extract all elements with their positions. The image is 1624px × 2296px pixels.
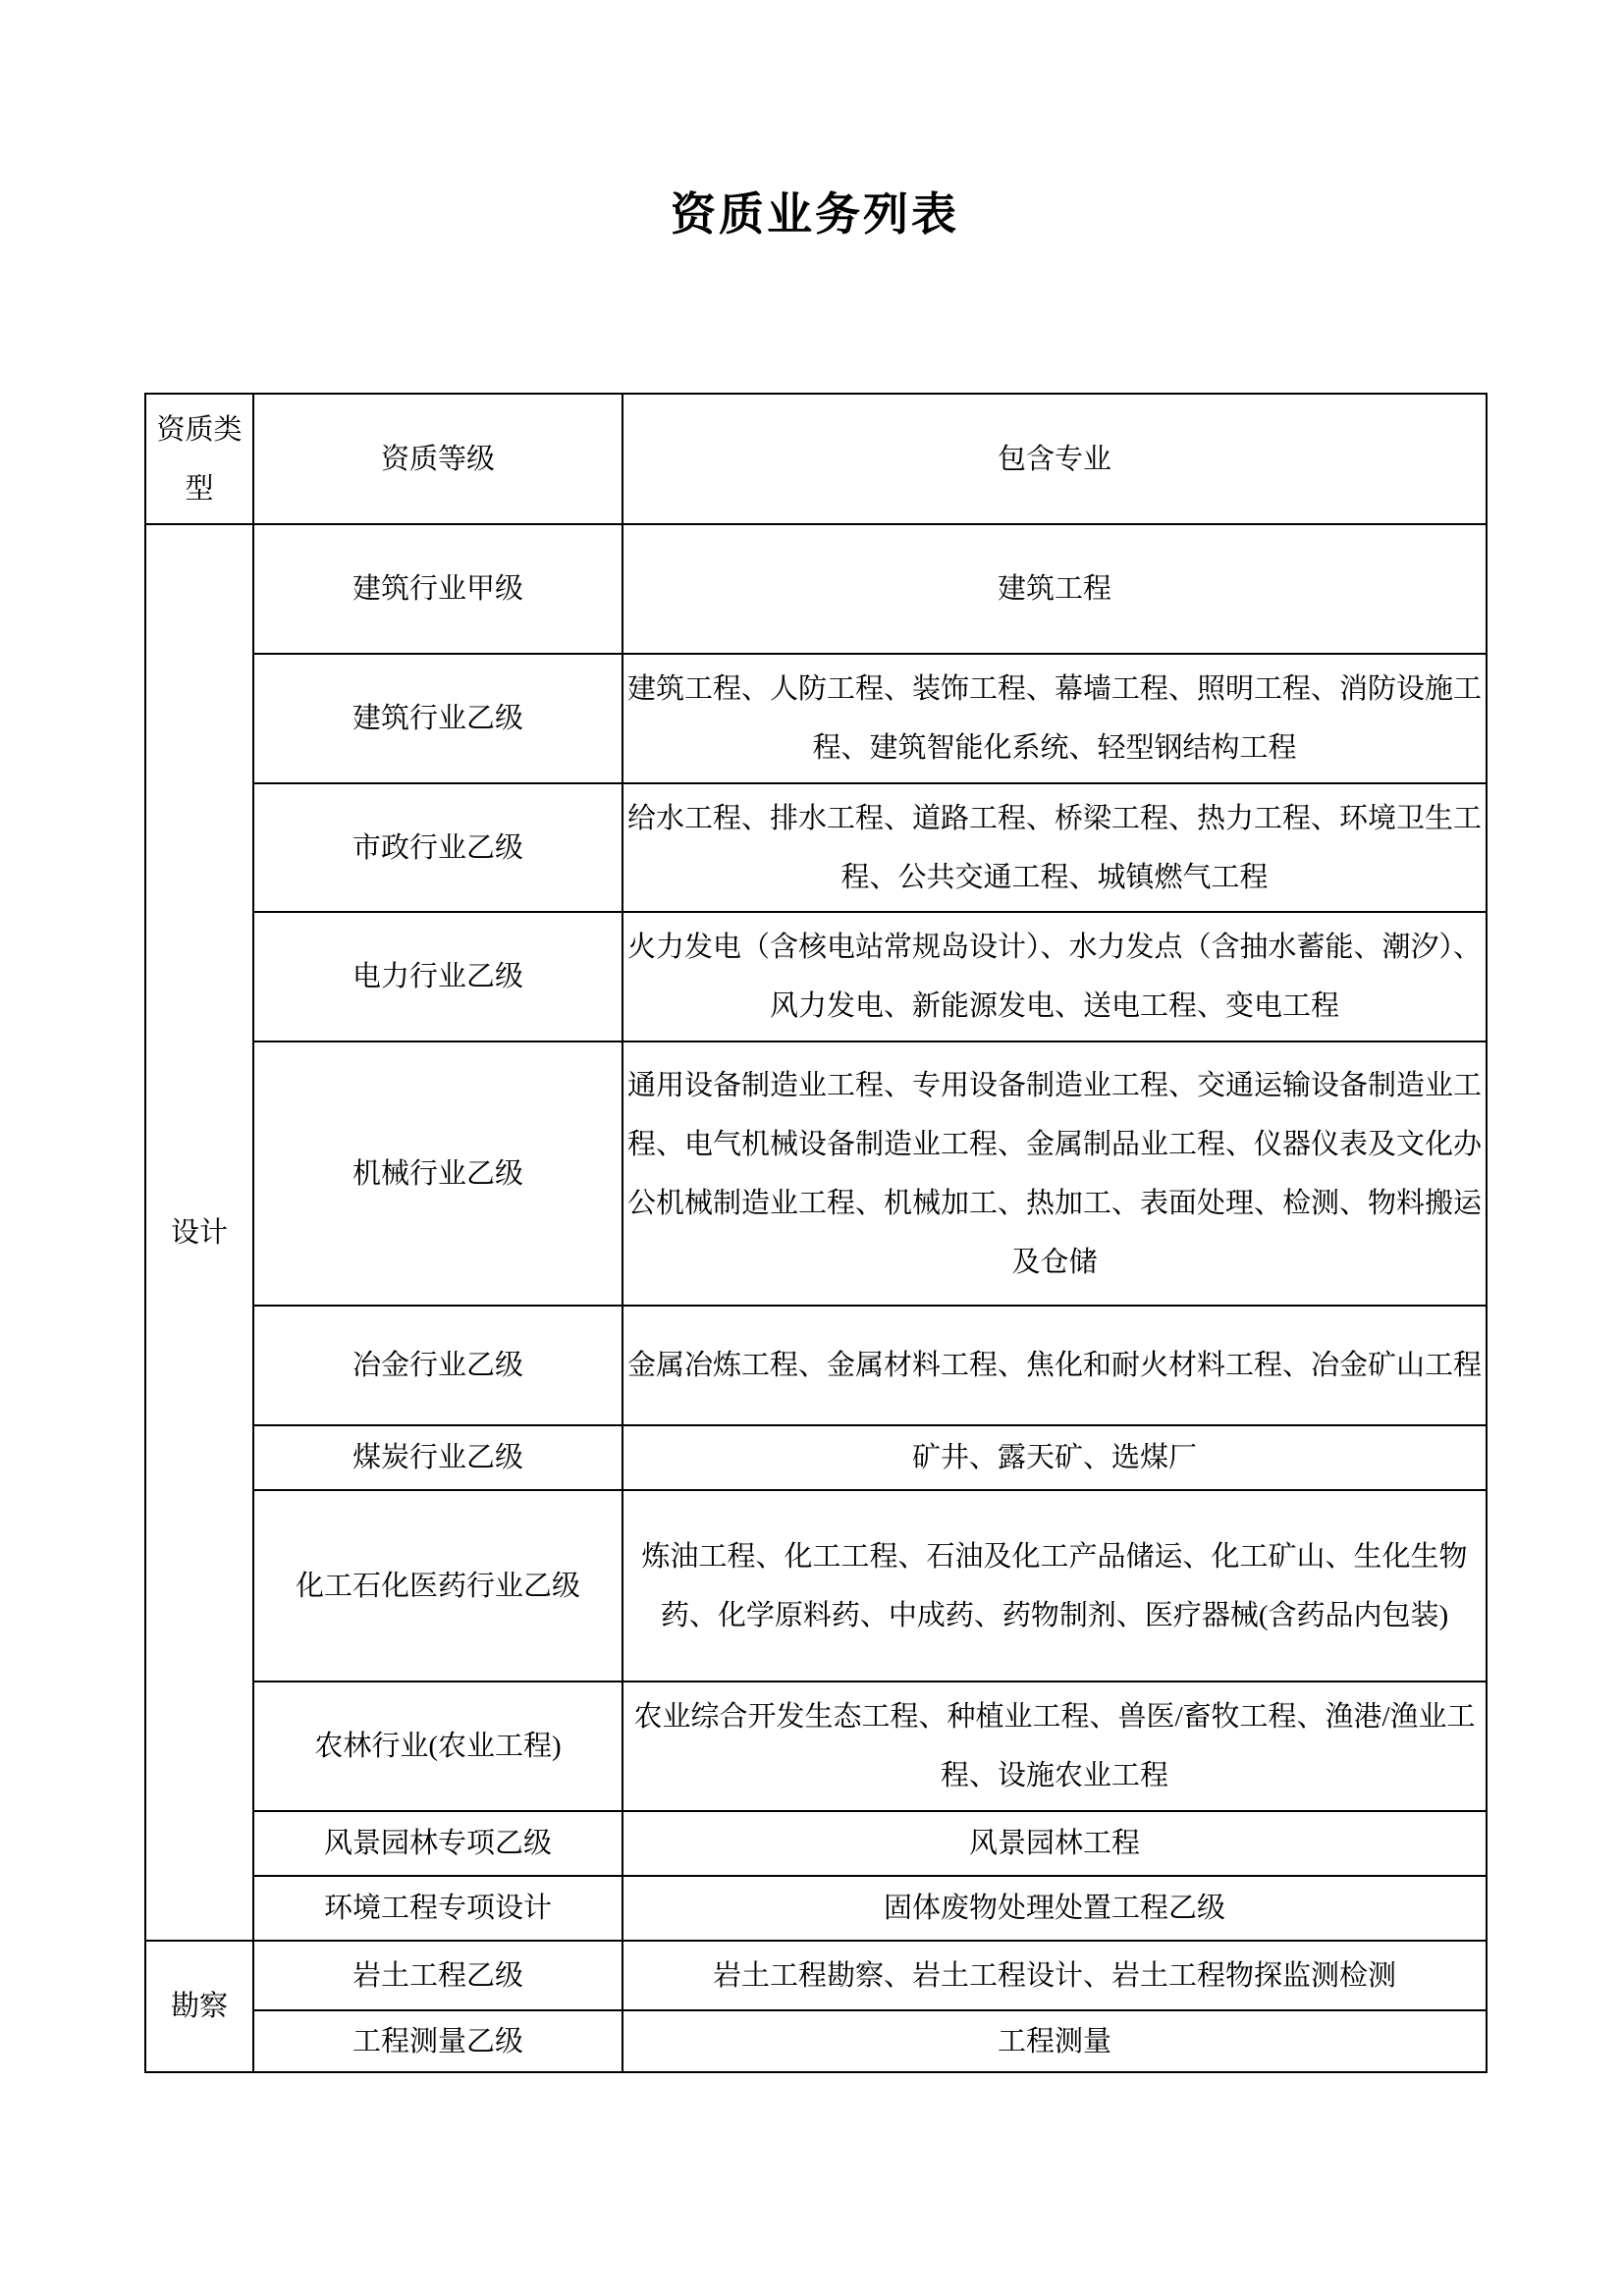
qualification-level-cell: 岩土工程乙级	[253, 1941, 623, 2010]
qualification-level-cell: 风景园林专项乙级	[253, 1811, 623, 1876]
specialties-cell: 通用设备制造业工程、专用设备制造业工程、交通运输设备制造业工程、电气机械设备制造业工程、金属制品业工程、仪器仪表及文化办公机械制造业工程、机械加工、热加工、表面处理、检测、物料搬运及仓储	[623, 1041, 1487, 1306]
table-row	[145, 654, 1487, 783]
qualification-level-cell: 环境工程专项设计	[253, 1876, 623, 1941]
specialties-cell: 固体废物处理处置工程乙级	[623, 1876, 1487, 1941]
specialties-cell: 农业综合开发生态工程、种植业工程、兽医/畜牧工程、渔港/渔业工程、设施农业工程	[623, 1682, 1487, 1811]
specialties-cell: 给水工程、排水工程、道路工程、桥梁工程、热力工程、环境卫生工程、公共交通工程、城镇燃气工程	[623, 783, 1487, 912]
table-row	[145, 1041, 1487, 1306]
header-specialties: 包含专业	[623, 394, 1487, 524]
table-row	[145, 524, 1487, 654]
specialties-cell: 金属冶炼工程、金属材料工程、焦化和耐火材料工程、冶金矿山工程	[623, 1306, 1487, 1425]
specialties-cell: 炼油工程、化工工程、石油及化工产品储运、化工矿山、生化生物药、化学原料药、中成药、药物制剂、医疗器械(含药品内包装)	[623, 1490, 1487, 1682]
qualification-level-cell: 农林行业(农业工程)	[253, 1682, 623, 1811]
page-title: 资质业务列表	[671, 189, 959, 240]
qualification-level-cell: 冶金行业乙级	[253, 1306, 623, 1425]
specialties-cell: 火力发电（含核电站常规岛设计）、水力发点（含抽水蓄能、潮汐）、风力发电、新能源发电、送电工程、变电工程	[623, 912, 1487, 1041]
header-qualification-type: 资质类型	[145, 394, 253, 524]
qualification-level-cell: 建筑行业甲级	[253, 524, 623, 654]
table-row	[145, 1811, 1487, 1876]
specialties-cell: 工程测量	[623, 2010, 1487, 2072]
specialties-cell: 矿井、露天矿、选煤厂	[623, 1425, 1487, 1490]
table-row	[145, 2010, 1487, 2072]
qualification-table	[144, 393, 1488, 2073]
qualification-level-cell: 电力行业乙级	[253, 912, 623, 1041]
specialties-cell: 建筑工程、人防工程、装饰工程、幕墙工程、照明工程、消防设施工程、建筑智能化系统、轻型钢结构工程	[623, 654, 1487, 783]
specialties-cell: 岩土工程勘察、岩土工程设计、岩土工程物探监测检测	[623, 1941, 1487, 2010]
qualification-level-cell: 煤炭行业乙级	[253, 1425, 623, 1490]
table-row	[145, 912, 1487, 1041]
table-row	[145, 1682, 1487, 1811]
table-row	[145, 1425, 1487, 1490]
table-header-row	[145, 394, 1487, 524]
table-row	[145, 1941, 1487, 2010]
table-row	[145, 1306, 1487, 1425]
group-label-design: 设计	[145, 524, 253, 1941]
group-label-survey: 勘察	[145, 1941, 253, 2072]
qualification-level-cell: 建筑行业乙级	[253, 654, 623, 783]
qualification-level-cell: 化工石化医药行业乙级	[253, 1490, 623, 1682]
document-page	[144, 0, 1486, 2073]
specialties-cell: 建筑工程	[623, 524, 1487, 654]
qualification-level-cell: 机械行业乙级	[253, 1041, 623, 1306]
table-row	[145, 1876, 1487, 1941]
specialties-cell: 风景园林工程	[623, 1811, 1487, 1876]
qualification-level-cell: 工程测量乙级	[253, 2010, 623, 2072]
table-row	[145, 1490, 1487, 1682]
header-qualification-level: 资质等级	[253, 394, 623, 524]
table-row	[145, 783, 1487, 912]
qualification-level-cell: 市政行业乙级	[253, 783, 623, 912]
